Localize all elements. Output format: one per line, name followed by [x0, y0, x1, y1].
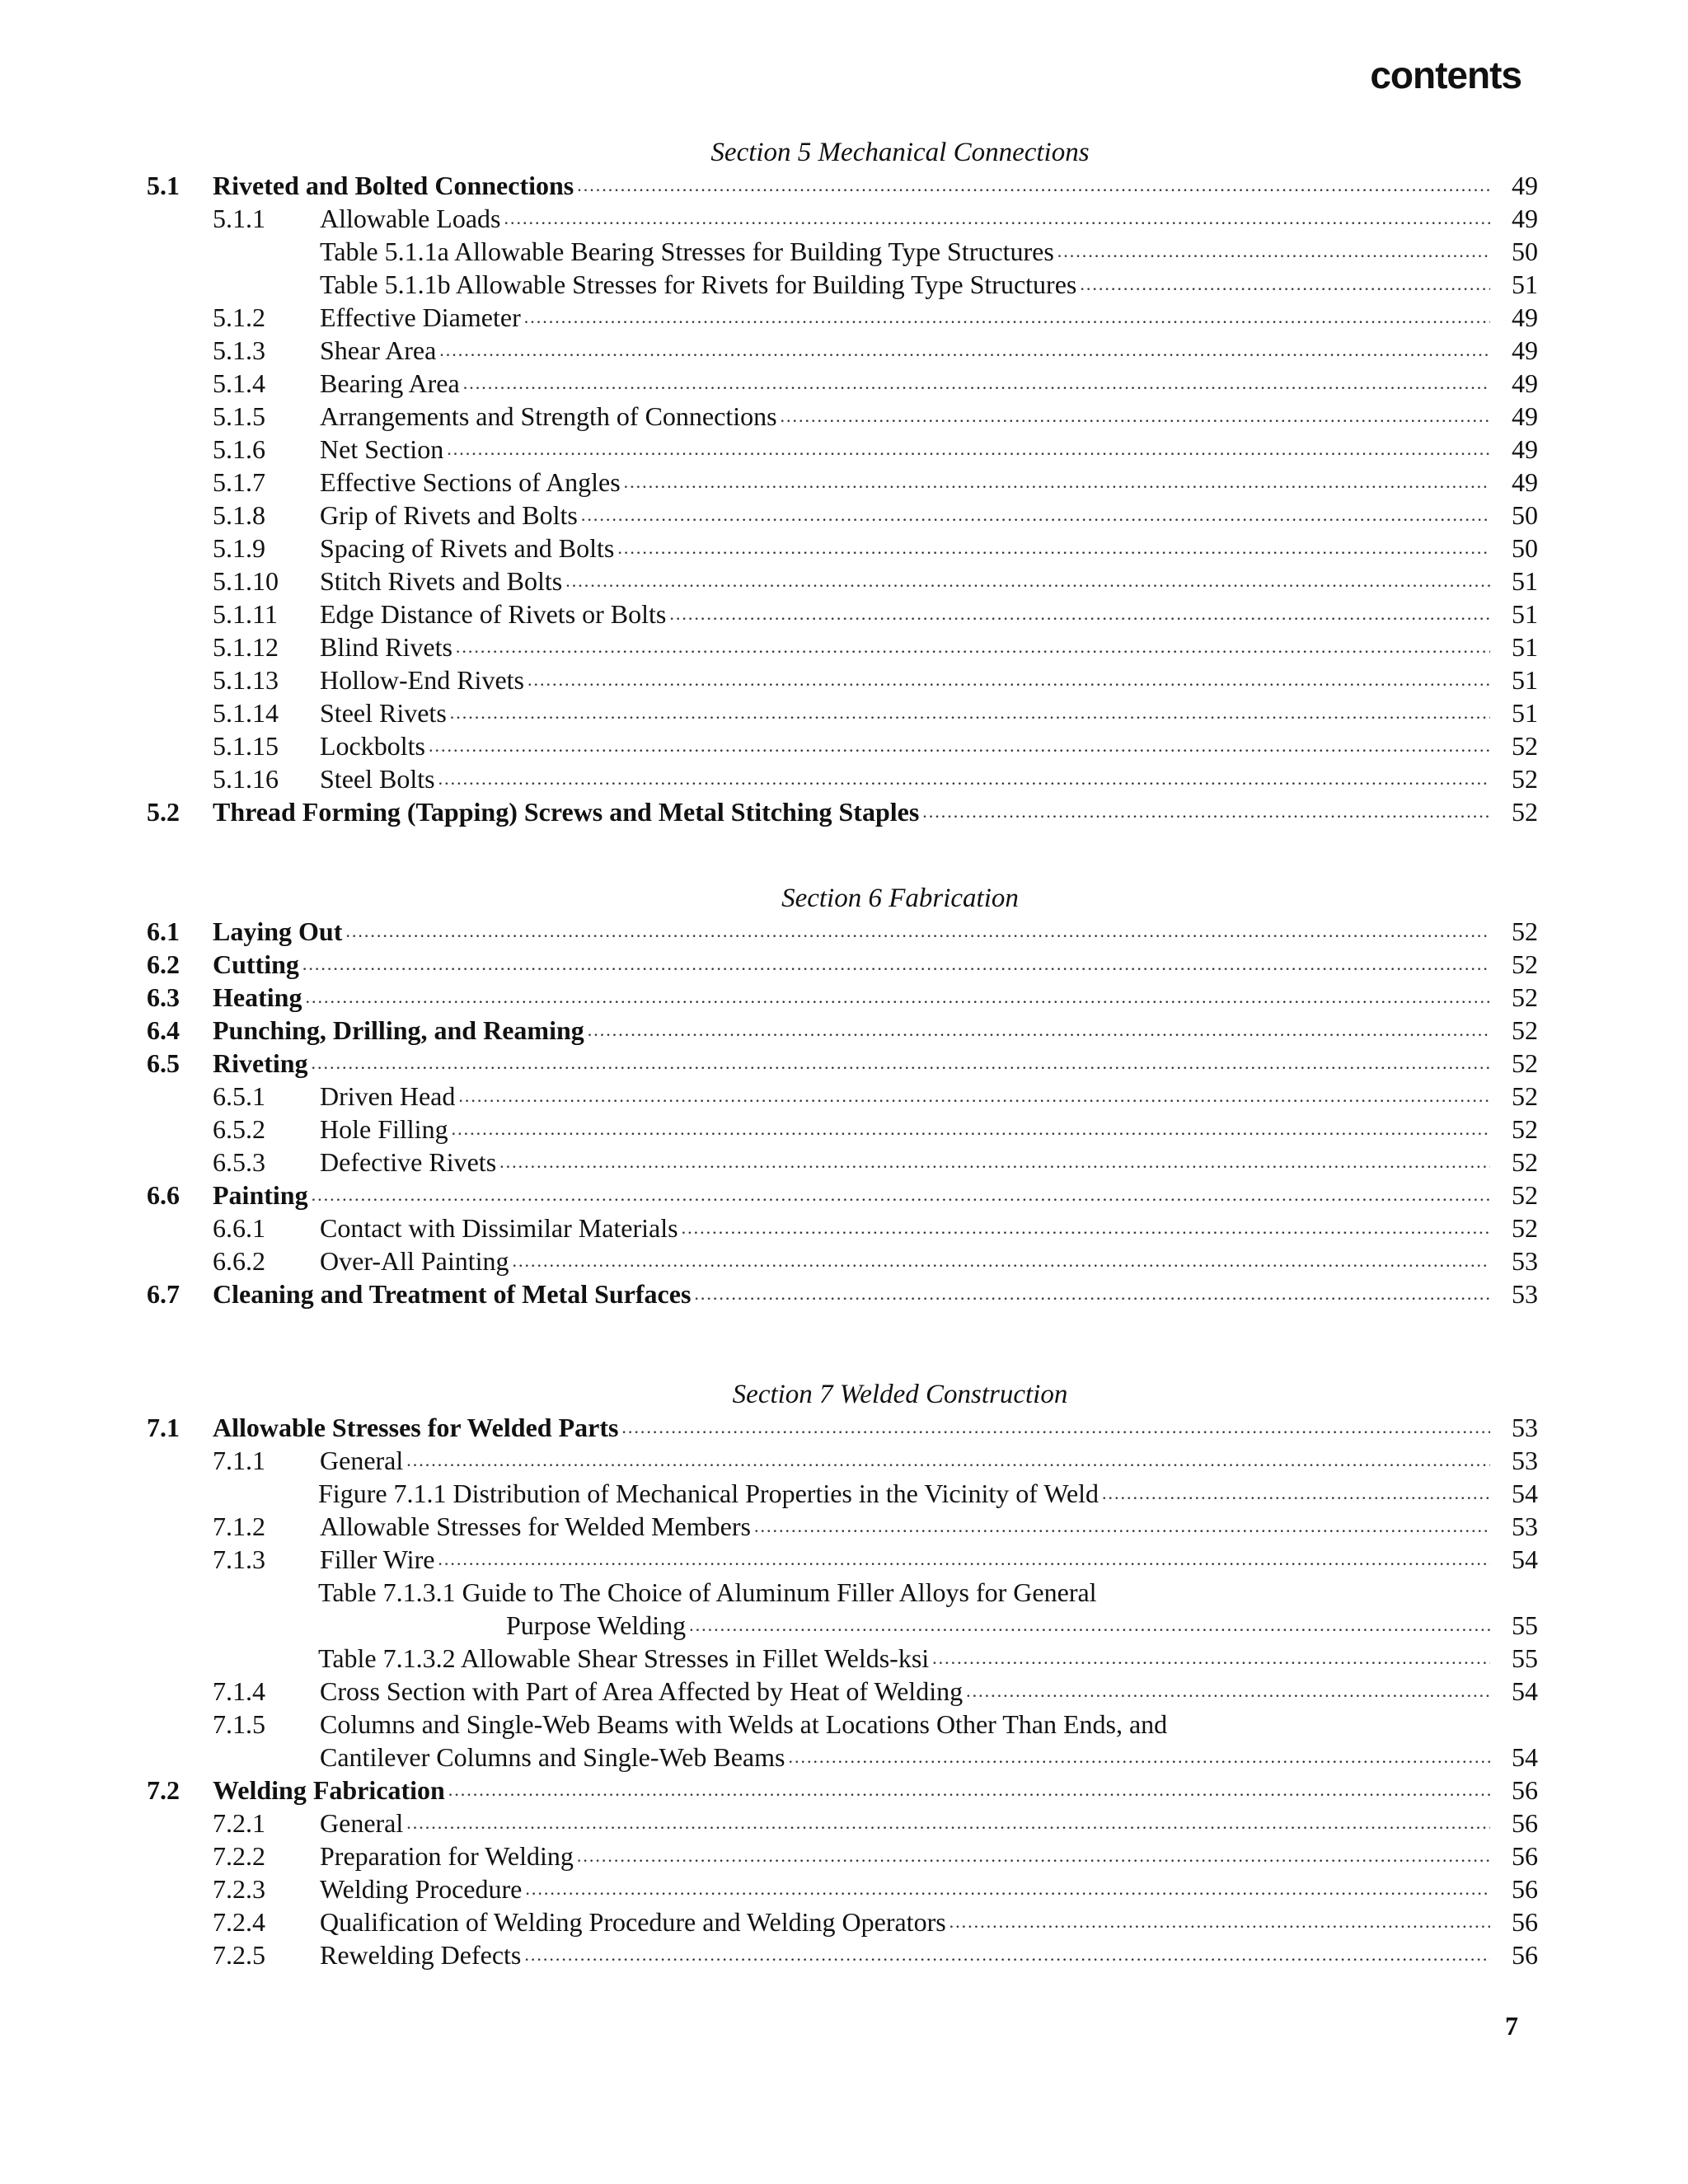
dot-leader	[302, 948, 1490, 981]
toc-entry-page: 52	[1512, 1180, 1538, 1210]
dot-leader	[312, 1047, 1490, 1080]
dot-leader	[624, 466, 1490, 499]
toc-entry-number: 5.1.6	[213, 434, 265, 464]
dot-leader	[617, 532, 1490, 565]
toc-entry-title: General	[320, 1808, 404, 1838]
dot-leader	[406, 1807, 1490, 1840]
toc-entry-page: 56	[1512, 1808, 1538, 1838]
toc-entry[interactable]	[147, 466, 1538, 499]
dot-leader	[932, 1642, 1490, 1675]
toc-entry-page: 52	[1512, 764, 1538, 794]
toc-entry-title: Blind Rivets	[320, 632, 452, 662]
toc-entry-number: 7.2.3	[213, 1874, 265, 1904]
dot-leader	[406, 1444, 1490, 1477]
dot-leader	[581, 499, 1490, 532]
dot-leader	[788, 1741, 1490, 1774]
toc-entry[interactable]	[147, 1872, 1538, 1905]
dot-leader	[689, 1609, 1490, 1642]
toc-entry-page: 52	[1512, 982, 1538, 1012]
toc-entry-title: Effective Diameter	[320, 302, 521, 332]
toc-entry[interactable]	[147, 915, 1538, 948]
toc-entry[interactable]	[147, 1938, 1538, 1971]
toc-entry-number: 7.2	[147, 1775, 180, 1805]
toc-entry-title: Painting	[213, 1180, 308, 1210]
dot-leader	[463, 367, 1490, 400]
toc-entry-number: 6.7	[147, 1279, 180, 1309]
toc-entry-number: 5.1.13	[213, 665, 279, 695]
dot-leader	[577, 169, 1490, 202]
dot-leader	[447, 433, 1490, 466]
toc-entry-title: Steel Rivets	[320, 698, 447, 728]
toc-entry[interactable]	[147, 1179, 1538, 1212]
toc-entry-number: 5.1.10	[213, 566, 279, 596]
toc-entry-page: 51	[1512, 665, 1538, 695]
toc-entry-title: Net Section	[320, 434, 444, 464]
toc-entry-page: 51	[1512, 599, 1538, 629]
toc-entry[interactable]	[147, 1675, 1538, 1708]
toc-entry[interactable]	[147, 1840, 1538, 1872]
toc-entry-number: 5.1.11	[213, 599, 278, 629]
toc-entry-title-line: Columns and Single-Web Beams with Welds at Locations Other Than Ends, and	[320, 1709, 1168, 1739]
toc-entry-number: 6.5.1	[213, 1081, 265, 1111]
toc-entry-title: Figure 7.1.1 Distribution of Mechanical Properties in the Vicinity of Weld	[318, 1479, 1100, 1508]
page-header-title: contents	[1370, 54, 1522, 96]
dot-leader	[694, 1277, 1490, 1310]
dot-leader	[565, 565, 1490, 598]
toc-entry-page: 52	[1512, 731, 1538, 761]
toc-entry-number: 5.1.8	[213, 500, 265, 530]
dot-leader	[754, 1510, 1490, 1543]
toc-entry-page: 51	[1512, 269, 1538, 299]
toc-entry-page: 51	[1512, 632, 1538, 662]
toc-entry[interactable]	[147, 1510, 1538, 1543]
toc-entry-number: 5.1.5	[213, 401, 265, 431]
toc-entry-title: Over-All Painting	[320, 1246, 509, 1276]
toc-entry[interactable]	[147, 1708, 1538, 1774]
toc-entry-number: 5.1.14	[213, 698, 279, 728]
dot-leader	[621, 1411, 1490, 1444]
toc-entry[interactable]	[147, 1905, 1538, 1938]
toc-entry-title: Arrangements and Strength of Connections	[320, 401, 777, 431]
toc-entry-title: Laying Out	[213, 916, 343, 946]
toc-entry[interactable]	[147, 1576, 1538, 1642]
toc-entry-title: Cross Section with Part of Area Affected by Heat of Welding	[320, 1676, 964, 1706]
toc-entry[interactable]	[147, 1047, 1538, 1080]
toc-entry-page: 49	[1512, 302, 1538, 332]
toc-entry[interactable]	[147, 630, 1538, 663]
section-title: Section 7 Welded Construction	[732, 1380, 1068, 1409]
toc-entry[interactable]	[147, 301, 1538, 334]
toc-entry-title: Effective Sections of Angles	[320, 467, 621, 497]
toc-entry-number: 7.1.2	[213, 1511, 265, 1541]
toc-entry[interactable]	[147, 729, 1538, 762]
toc-entry-title: Driven Head	[320, 1081, 456, 1111]
toc-entry-page: 52	[1512, 1147, 1538, 1177]
toc-entry-number: 6.5.2	[213, 1114, 265, 1144]
toc-entry-number: 7.1	[147, 1413, 180, 1442]
toc-entry-title: Table 7.1.3.2 Allowable Shear Stresses in Fillet Welds-ksi	[318, 1643, 930, 1673]
dot-leader	[345, 915, 1490, 948]
toc-entry[interactable]	[147, 268, 1538, 301]
toc-entry-page: 55	[1512, 1610, 1538, 1640]
toc-entry-page: 49	[1512, 434, 1538, 464]
toc-entry-page: 49	[1512, 335, 1538, 365]
toc-entry-number: 6.5.3	[213, 1147, 265, 1177]
dot-leader	[922, 795, 1490, 828]
toc-entry-title: Table 5.1.1a Allowable Bearing Stresses for Building Type Structures	[320, 237, 1054, 266]
toc-entry[interactable]	[147, 1146, 1538, 1179]
toc-entry[interactable]	[147, 235, 1538, 268]
toc-entry-page: 52	[1512, 1081, 1538, 1111]
dot-leader	[781, 400, 1490, 433]
toc-entry[interactable]	[147, 1444, 1538, 1477]
toc-entry-title: Riveting	[213, 1048, 308, 1078]
toc-entry-number: 5.1.1	[213, 204, 265, 233]
toc-entry-title: Steel Bolts	[320, 764, 435, 794]
dot-leader	[429, 729, 1490, 762]
toc-entry-page: 54	[1512, 1544, 1538, 1574]
toc-entry-title: Allowable Loads	[320, 204, 501, 233]
toc-entry-number: 7.1.1	[213, 1446, 265, 1475]
toc-entry-page: 52	[1512, 1048, 1538, 1078]
section-5-block	[147, 136, 1538, 828]
dot-leader	[458, 1080, 1490, 1113]
toc-entry-page: 56	[1512, 1907, 1538, 1937]
toc-entry-number: 5.1.12	[213, 632, 279, 662]
toc-entry-page: 49	[1512, 368, 1538, 398]
toc-entry-number: 5.1.2	[213, 302, 265, 332]
toc-entry-title: Qualification of Welding Procedure and Welding Operators	[320, 1907, 946, 1937]
dot-leader	[966, 1675, 1490, 1708]
toc-entry[interactable]	[147, 1807, 1538, 1840]
toc-entry-page: 53	[1512, 1446, 1538, 1475]
toc-entry-number: 5.1.7	[213, 467, 265, 497]
dot-leader	[438, 1543, 1490, 1576]
toc-entry-title: Purpose Welding	[506, 1610, 687, 1640]
toc-entry-page: 51	[1512, 698, 1538, 728]
toc-entry[interactable]	[147, 202, 1538, 235]
toc-entry[interactable]	[147, 981, 1538, 1014]
toc-entry-page: 50	[1512, 237, 1538, 266]
dot-leader	[513, 1244, 1490, 1277]
toc-entry[interactable]	[147, 598, 1538, 630]
toc-entry-page: 51	[1512, 566, 1538, 596]
toc-entry-title: Defective Rivets	[320, 1147, 497, 1177]
toc-entry-title: Heating	[213, 982, 302, 1012]
toc-entry[interactable]	[147, 1543, 1538, 1576]
toc-entry-page: 49	[1512, 171, 1538, 200]
dot-leader	[682, 1212, 1490, 1244]
toc-entry[interactable]	[147, 1477, 1538, 1510]
toc-entry-number: 5.1.9	[213, 533, 265, 563]
section-7-block	[147, 1378, 1538, 1971]
toc-entry-title: Bearing Area	[320, 368, 460, 398]
toc-entry-page: 56	[1512, 1775, 1538, 1805]
toc-entry-number: 7.2.4	[213, 1907, 265, 1937]
toc-entry-page: 53	[1512, 1246, 1538, 1276]
toc-entry-title: Edge Distance of Rivets or Bolts	[320, 599, 667, 629]
toc-entry-title: Shear Area	[320, 335, 437, 365]
toc-entry[interactable]	[147, 169, 1538, 202]
dot-leader	[669, 598, 1490, 630]
toc-entry-number: 5.1.16	[213, 764, 279, 794]
dot-leader	[305, 981, 1490, 1014]
toc-entry[interactable]	[147, 1244, 1538, 1277]
toc-entry-number: 5.1.4	[213, 368, 265, 398]
toc-entry-page: 52	[1512, 949, 1538, 979]
dot-leader	[524, 301, 1490, 334]
toc-entry-title: Preparation for Welding	[320, 1841, 574, 1871]
toc-entry-title: Riveted and Bolted Connections	[213, 171, 574, 200]
toc-entry-page: 54	[1512, 1479, 1538, 1508]
toc-entry-page: 53	[1512, 1279, 1538, 1309]
toc-entry[interactable]	[147, 1642, 1538, 1675]
toc-entry-title: Hole Filling	[320, 1114, 448, 1144]
toc-entry[interactable]	[147, 1113, 1538, 1146]
toc-entry[interactable]	[147, 1080, 1538, 1113]
toc-entry-title: Lockbolts	[320, 731, 425, 761]
toc-entry-number: 6.6	[147, 1180, 180, 1210]
dot-leader	[1102, 1477, 1490, 1510]
dot-leader	[504, 202, 1491, 235]
toc-entry-number: 7.2.5	[213, 1940, 265, 1970]
toc-entry-number: 6.6.1	[213, 1213, 265, 1243]
toc-entry-page: 52	[1512, 1015, 1538, 1045]
toc-entry-page: 56	[1512, 1940, 1538, 1970]
toc-entry-number: 5.2	[147, 797, 180, 827]
toc-entry-page: 52	[1512, 916, 1538, 946]
toc-entry-number: 7.2.1	[213, 1808, 265, 1838]
toc-entry[interactable]	[147, 795, 1538, 828]
toc-entry-title: Cantilever Columns and Single-Web Beams	[320, 1742, 785, 1772]
dot-leader	[1057, 235, 1490, 268]
toc-entry-number: 6.5	[147, 1048, 180, 1078]
section-6-block	[147, 882, 1538, 1310]
toc-entry-title: General	[320, 1446, 404, 1475]
toc-entry[interactable]	[147, 400, 1538, 433]
toc-entry-page: 55	[1512, 1643, 1538, 1673]
toc-entry-number: 6.4	[147, 1015, 180, 1045]
toc-entry-title: Allowable Stresses for Welded Parts	[213, 1413, 619, 1442]
toc-entry-number: 6.3	[147, 982, 180, 1012]
dot-leader	[448, 1774, 1490, 1807]
toc-entry[interactable]	[147, 367, 1538, 400]
toc-entry[interactable]	[147, 1277, 1538, 1310]
toc-entry[interactable]	[147, 1774, 1538, 1807]
dot-leader	[499, 1146, 1490, 1179]
toc-entry-title: Hollow-End Rivets	[320, 665, 524, 695]
toc-entry[interactable]	[147, 1411, 1538, 1444]
toc-entry-title: Welding Fabrication	[213, 1775, 445, 1805]
toc-entry[interactable]	[147, 565, 1538, 598]
toc-entry-number: 7.1.3	[213, 1544, 265, 1574]
toc-entry-number: 6.6.2	[213, 1246, 265, 1276]
toc-entry-page: 56	[1512, 1841, 1538, 1871]
toc-entry-title: Filler Wire	[320, 1544, 435, 1574]
toc-entry[interactable]	[147, 334, 1538, 367]
dot-leader	[524, 1938, 1490, 1971]
toc-entry-title: Thread Forming (Tapping) Screws and Metal Stitching Staples	[213, 797, 920, 827]
toc-entry[interactable]	[147, 663, 1538, 696]
toc-entry[interactable]	[147, 532, 1538, 565]
toc-entry-number: 5.1.3	[213, 335, 265, 365]
toc-entry-number: 5.1.15	[213, 731, 279, 761]
toc-entry-page: 56	[1512, 1874, 1538, 1904]
toc-entry-page: 53	[1512, 1413, 1538, 1442]
toc-entry-number: 6.1	[147, 916, 180, 946]
toc-entry-page: 50	[1512, 500, 1538, 530]
dot-leader	[588, 1014, 1490, 1047]
toc-entry-page: 54	[1512, 1742, 1538, 1772]
toc-entry-page: 52	[1512, 1114, 1538, 1144]
toc-entry-page: 49	[1512, 401, 1538, 431]
toc-entry-number: 7.1.5	[213, 1709, 265, 1739]
toc-entry-title: Table 5.1.1b Allowable Stresses for Rivets for Building Type Structures	[320, 269, 1077, 299]
toc-entry-page: 49	[1512, 204, 1538, 233]
toc-entry[interactable]	[147, 433, 1538, 466]
toc-entry-title-line: Table 7.1.3.1 Guide to The Choice of Aluminum Filler Alloys for General	[318, 1577, 1097, 1607]
toc-entry[interactable]	[147, 1014, 1538, 1047]
dot-leader	[452, 1113, 1490, 1146]
toc-entry-title: Contact with Dissimilar Materials	[320, 1213, 678, 1243]
dot-leader	[456, 630, 1490, 663]
toc-entry-title: Rewelding Defects	[320, 1940, 522, 1970]
toc-entry[interactable]	[147, 762, 1538, 795]
toc-entry-title: Spacing of Rivets and Bolts	[320, 533, 615, 563]
toc-entry[interactable]	[147, 499, 1538, 532]
toc-entry-page: 49	[1512, 467, 1538, 497]
dot-leader	[439, 334, 1490, 367]
toc-entry-title: Stitch Rivets and Bolts	[320, 566, 563, 596]
dot-leader	[312, 1179, 1490, 1212]
toc-entry-title: Cleaning and Treatment of Metal Surfaces	[213, 1279, 692, 1309]
toc-entry-page: 52	[1512, 797, 1538, 827]
toc-entry[interactable]	[147, 948, 1538, 981]
toc-entry-title: Grip of Rivets and Bolts	[320, 500, 578, 530]
dot-leader	[950, 1905, 1490, 1938]
toc-entry-number: 7.2.2	[213, 1841, 265, 1871]
toc-entry[interactable]	[147, 1212, 1538, 1244]
toc-entry[interactable]	[147, 696, 1538, 729]
dot-leader	[450, 696, 1490, 729]
dot-leader	[1080, 268, 1490, 301]
toc-entry-title: Cutting	[213, 949, 299, 979]
toc-entry-page: 53	[1512, 1511, 1538, 1541]
page-number: 7	[1505, 2011, 1518, 2041]
toc-entry-page: 54	[1512, 1676, 1538, 1706]
dot-leader	[577, 1840, 1490, 1872]
section-title: Section 6 Fabrication	[781, 883, 1019, 913]
toc-entry-number: 5.1	[147, 171, 180, 200]
dot-leader	[438, 762, 1490, 795]
toc-entry-title: Welding Procedure	[320, 1874, 523, 1904]
dot-leader	[528, 663, 1490, 696]
toc-entry-title: Allowable Stresses for Welded Members	[320, 1511, 751, 1541]
toc-entry-page: 50	[1512, 533, 1538, 563]
toc-entry-number: 6.2	[147, 949, 180, 979]
toc-entry-title: Punching, Drilling, and Reaming	[213, 1015, 584, 1045]
dot-leader	[525, 1872, 1490, 1905]
section-title: Section 5 Mechanical Connections	[710, 138, 1090, 167]
toc-entry-page: 52	[1512, 1213, 1538, 1243]
toc-entry-number: 7.1.4	[213, 1676, 265, 1706]
